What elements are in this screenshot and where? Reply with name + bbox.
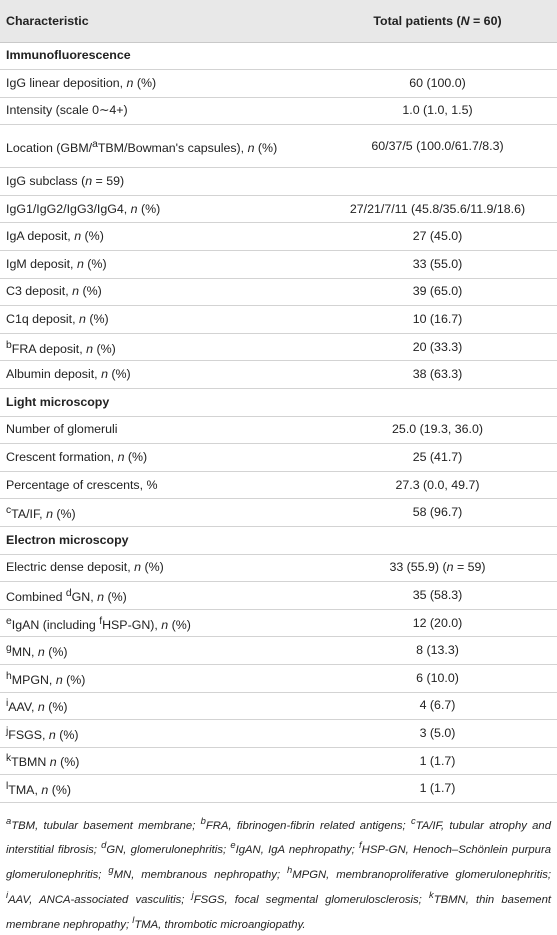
table-row <box>0 499 557 527</box>
section-title-light-microscopy: Light microscopy <box>0 389 557 417</box>
section-title-immunofluorescence: Immunofluorescence <box>0 42 557 70</box>
footnote: $^k$TBMN, thin basement membrane nephropathy; <box>6 889 552 931</box>
row-label: $^i$AAV, n (%) <box>0 692 318 720</box>
row-label: IgG linear deposition, n (%) <box>0 70 318 98</box>
footnote: $^g$MN, membranous nephropathy; <box>108 864 288 882</box>
row-label: Intensity (scale 0∼4+) <box>0 97 318 125</box>
row-label: $^j$FSGS, n (%) <box>0 720 318 748</box>
footnote: $^a$TBM, tubular basement membrane; <box>6 814 201 832</box>
row-label: C1q deposit, n (%) <box>0 306 318 334</box>
row-label: Electric dense deposit, n (%) <box>0 554 318 582</box>
table-row <box>0 97 557 125</box>
footnote: $^d$GN, glomerulonephritis; <box>101 839 231 857</box>
row-label: IgM deposit, n (%) <box>0 251 318 279</box>
table-row <box>0 195 557 223</box>
table-row <box>0 775 557 803</box>
row-label: $^b$FRA deposit, n (%) <box>0 333 318 361</box>
table-row <box>0 609 557 637</box>
row-label: $^k$TBMN n (%) <box>0 747 318 775</box>
row-label: Combined $^d$GN, n (%) <box>0 582 318 610</box>
table-row <box>0 747 557 775</box>
header-total-patients: Total patients (N = 60) <box>318 0 557 42</box>
row-value: 60 (100.0) <box>318 70 557 98</box>
row-label: $^e$IgAN (including $^f$HSP-GN), n (%) <box>0 609 318 637</box>
row-value: 1 (1.7) <box>318 775 557 803</box>
table-row <box>0 333 557 361</box>
row-label: Location (GBM/$^a$TBM/Bowman's capsules), n (%) <box>0 125 318 168</box>
row-value: 8 (13.3) <box>318 637 557 665</box>
row-value: 25 (41.7) <box>318 444 557 472</box>
table-row <box>0 664 557 692</box>
footnote: $^h$MPGN, membranoproliferative glomerulonephritis; <box>287 864 551 882</box>
row-label: IgA deposit, n (%) <box>0 223 318 251</box>
row-value: 38 (63.3) <box>318 361 557 389</box>
section-row <box>0 527 557 555</box>
row-label: $^c$TA/IF, n (%) <box>0 499 318 527</box>
row-label: IgG1/IgG2/IgG3/IgG4, n (%) <box>0 195 318 223</box>
table-row <box>0 692 557 720</box>
row-value: 27/21/7/11 (45.8/35.6/11.9/18.6) <box>318 195 557 223</box>
table-row <box>0 554 557 582</box>
table-footnotes <box>0 803 557 935</box>
table-row <box>0 471 557 499</box>
row-value: 20 (33.3) <box>318 333 557 361</box>
row-value: 10 (16.7) <box>318 306 557 334</box>
footnote: $^i$AAV, ANCA-associated vasculitis; <box>6 889 192 906</box>
row-label: $^h$MPGN, n (%) <box>0 664 318 692</box>
row-value: 27.3 (0.0, 49.7) <box>318 471 557 499</box>
footnote: $^c$TA/IF, tubular atrophy and interstitial fibrosis; <box>6 814 551 857</box>
footnote: $^f$HSP-GN, Henoch–Schönlein purpura glomerulonephritis; <box>6 839 551 882</box>
row-value: 25.0 (19.3, 36.0) <box>318 416 557 444</box>
table-row <box>0 125 557 168</box>
row-value: 1.0 (1.0, 1.5) <box>318 97 557 125</box>
row-value: 33 (55.0) <box>318 251 557 279</box>
table-row <box>0 278 557 306</box>
row-label: Number of glomeruli <box>0 416 318 444</box>
row-value: 3 (5.0) <box>318 720 557 748</box>
row-label: IgG subclass (n = 59) <box>0 168 318 196</box>
footnote: $^j$FSGS, focal segmental glomerulosclerosis; <box>191 889 429 906</box>
table-header <box>0 0 557 42</box>
row-value: 4 (6.7) <box>318 692 557 720</box>
row-value: 58 (96.7) <box>318 499 557 527</box>
row-value: 35 (58.3) <box>318 582 557 610</box>
row-label: $^g$MN, n (%) <box>0 637 318 665</box>
row-value: 60/37/5 (100.0/61.7/8.3) <box>318 125 557 168</box>
table-row <box>0 70 557 98</box>
row-value <box>318 168 557 196</box>
row-value: 33 (55.9) (n = 59) <box>318 554 557 582</box>
row-label: C3 deposit, n (%) <box>0 278 318 306</box>
footnote: $^e$IgAN, IgA nephropathy; <box>230 839 360 857</box>
table-row <box>0 637 557 665</box>
row-value: 39 (65.0) <box>318 278 557 306</box>
section-title-electron-microscopy: Electron microscopy <box>0 527 557 555</box>
row-value: 1 (1.7) <box>318 747 557 775</box>
table-row <box>0 416 557 444</box>
row-label: $^l$TMA, n (%) <box>0 775 318 803</box>
table-row <box>0 582 557 610</box>
table-row <box>0 223 557 251</box>
footnote: $^l$TMA, thrombotic microangiopathy. <box>132 914 306 931</box>
row-value: 12 (20.0) <box>318 609 557 637</box>
footnote: $^b$FRA, fibrinogen-fibrin related antigens; <box>200 814 411 832</box>
header-characteristic: Characteristic <box>0 0 318 42</box>
row-label: Crescent formation, n (%) <box>0 444 318 472</box>
table-row <box>0 720 557 748</box>
table-row <box>0 444 557 472</box>
table-row <box>0 168 557 196</box>
row-value: 27 (45.0) <box>318 223 557 251</box>
table-row <box>0 251 557 279</box>
row-label: Albumin deposit, n (%) <box>0 361 318 389</box>
section-row <box>0 42 557 70</box>
table-row <box>0 361 557 389</box>
row-label: Percentage of crescents, % <box>0 471 318 499</box>
section-row <box>0 389 557 417</box>
table-row <box>0 306 557 334</box>
row-value: 6 (10.0) <box>318 664 557 692</box>
